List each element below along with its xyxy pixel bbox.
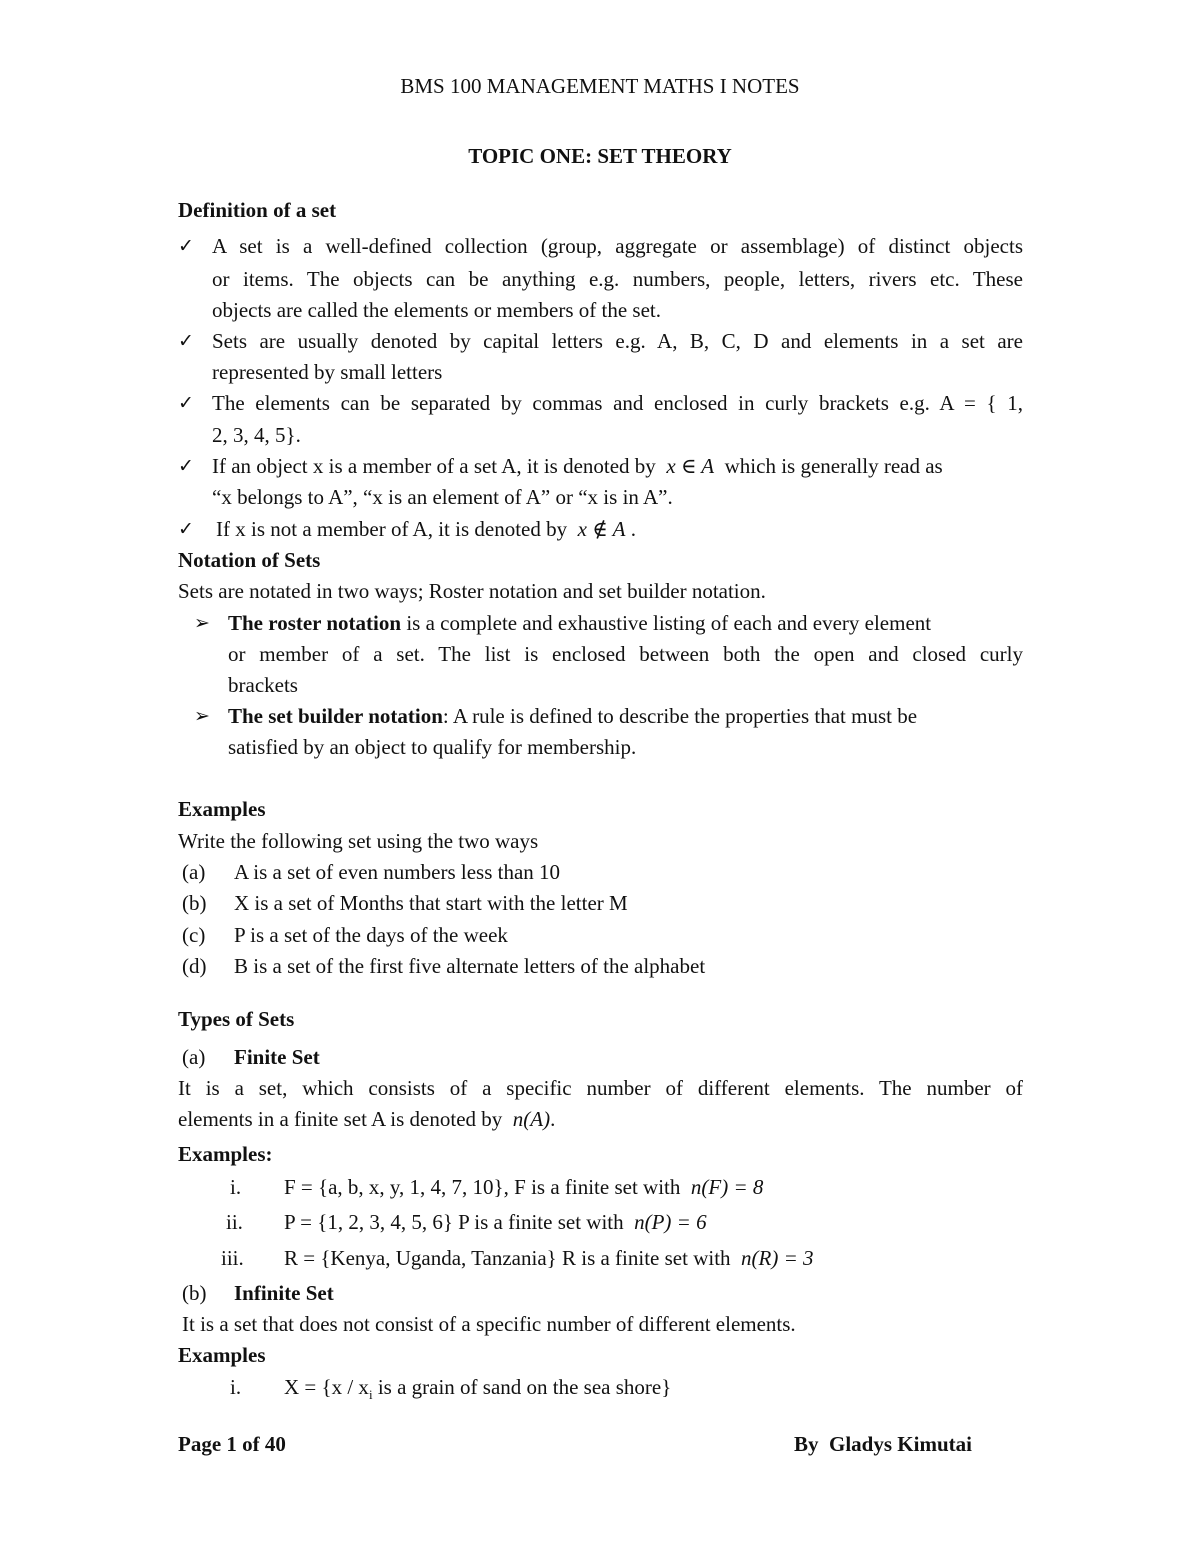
- not-element-of-expression: x ∉ A: [577, 517, 626, 541]
- notation-intro: Sets are notated in two ways; Roster notation and set builder notation.: [178, 579, 766, 603]
- roster-notation-text: is a complete and exhaustive listing of each and every element: [406, 611, 932, 635]
- finite-set-definition-period: .: [550, 1107, 556, 1131]
- finite-set-definition-line-2: [178, 1104, 555, 1135]
- definition-item-4-line-1: [212, 451, 943, 482]
- checkmark-icon: ✓: [178, 330, 194, 352]
- definition-item-5-text-b: .: [630, 517, 636, 541]
- checkmark-icon: ✓: [178, 392, 194, 414]
- set-builder-notation-text: : A rule is defined to describe the properties that must be: [442, 704, 918, 728]
- element-of-expression: x ∈ A: [666, 454, 715, 478]
- infinite-example-1: [284, 1372, 671, 1410]
- examples-heading: Examples: [178, 797, 266, 821]
- example-text-a: A is a set of even numbers less than 10: [234, 860, 561, 884]
- topic-title: TOPIC ONE: SET THEORY: [468, 144, 732, 168]
- infinite-set-label: (b): [182, 1281, 207, 1305]
- definition-item-3-line-2: 2, 3, 4, 5}.: [212, 423, 301, 447]
- notation-item-1-line-2: or member of a set. The list is enclosed between both the open and closed curly: [228, 642, 1023, 666]
- example-label-c: (c): [182, 923, 206, 947]
- example-label-d: (d): [182, 954, 207, 978]
- notation-item-1-line-3: brackets: [228, 673, 298, 697]
- definition-item-4-line-2: “x belongs to A”, “x is an element of A” or “x is in A”.: [212, 485, 673, 509]
- definition-heading: Definition of a set: [178, 198, 337, 222]
- checkmark-icon: ✓: [178, 235, 194, 257]
- infinite-example-1-text-b: is a grain of sand on the sea shore}: [372, 1375, 672, 1399]
- definition-item-4-text-a: If an object x is a member of a set A, it is denoted by: [212, 454, 656, 478]
- document-header-title: BMS 100 MANAGEMENT MATHS I NOTES: [400, 74, 800, 98]
- definition-item-5-line-1: [216, 514, 636, 545]
- set-builder-notation-term: The set builder notation: [228, 704, 443, 728]
- definition-item-4-text-b: which is generally read as: [724, 454, 943, 478]
- finite-set-definition-text: elements in a finite set A is denoted by: [178, 1107, 503, 1131]
- finite-example-1: [284, 1172, 763, 1203]
- finite-set-definition-line-1: It is a set, which consists of a specific number of different elements. The number of: [178, 1076, 1023, 1100]
- notation-heading: Notation of Sets: [178, 548, 321, 572]
- infinite-example-1-subscript: i: [368, 1387, 373, 1403]
- example-label-b: (b): [182, 891, 207, 915]
- finite-example-3-math: n(R) = 3: [741, 1246, 814, 1270]
- examples-intro: Write the following set using the two ways: [178, 829, 539, 853]
- arrow-bullet-icon: ➢: [194, 705, 210, 727]
- example-label-a: (a): [182, 860, 206, 884]
- definition-item-1-line-1: A set is a well-defined collection (group, aggregate or assemblage) of distinct objects: [212, 234, 1023, 258]
- checkmark-icon: ✓: [178, 518, 194, 540]
- definition-item-2-line-1: Sets are usually denoted by capital letters e.g. A, B, C, D and elements in a set are: [212, 329, 1023, 353]
- finite-example-2-text: P = {1, 2, 3, 4, 5, 6} P is a finite set with: [284, 1210, 624, 1234]
- definition-item-3-line-1: The elements can be separated by commas and enclosed in curly brackets e.g. A = { 1,: [212, 391, 1023, 415]
- arrow-bullet-icon: ➢: [194, 612, 210, 634]
- example-text-d: B is a set of the first five alternate letters of the alphabet: [234, 954, 706, 978]
- example-text-b: X is a set of Months that start with the letter M: [234, 891, 628, 915]
- types-heading: Types of Sets: [178, 1007, 295, 1031]
- notation-item-2-line-2: satisfied by an object to qualify for membership.: [228, 735, 637, 759]
- finite-example-1-text: F = {a, b, x, y, 1, 4, 7, 10}, F is a finite set with: [284, 1175, 681, 1199]
- footer-author: By Gladys Kimutai: [794, 1432, 972, 1456]
- example-text-c: P is a set of the days of the week: [234, 923, 508, 947]
- definition-item-1-line-2: or items. The objects can be anything e.g. numbers, people, letters, rivers etc. These: [212, 267, 1023, 291]
- finite-example-1-math: n(F) = 8: [690, 1175, 764, 1199]
- finite-example-3-number: iii.: [221, 1246, 244, 1270]
- finite-example-3-text: R = {Kenya, Uganda, Tanzania} R is a finite set with: [284, 1246, 731, 1270]
- infinite-set-definition: It is a set that does not consist of a specific number of different elements.: [182, 1312, 796, 1336]
- definition-item-2-line-2: represented by small letters: [212, 360, 443, 384]
- finite-example-3: [284, 1243, 814, 1274]
- infinite-example-1-text-a: X = {x / x: [284, 1375, 369, 1399]
- notation-item-1-line-1: [228, 608, 1023, 639]
- infinite-examples-heading: Examples: [178, 1343, 266, 1367]
- checkmark-icon: ✓: [178, 455, 194, 477]
- infinite-set-title: Infinite Set: [234, 1281, 334, 1305]
- finite-example-1-number: i.: [230, 1175, 242, 1199]
- definition-item-5-text-a: If x is not a member of A, it is denoted by: [216, 517, 568, 541]
- definition-item-1-line-3: objects are called the elements or members of the set.: [212, 298, 661, 322]
- finite-example-2-number: ii.: [226, 1210, 243, 1234]
- infinite-example-1-number: i.: [230, 1375, 242, 1399]
- footer-page-number: Page 1 of 40: [178, 1432, 286, 1456]
- finite-examples-heading: Examples:: [178, 1142, 273, 1166]
- cardinality-expression: n(A): [512, 1107, 551, 1131]
- finite-example-2: [284, 1207, 707, 1238]
- finite-set-label: (a): [182, 1045, 206, 1069]
- finite-example-2-math: n(P) = 6: [634, 1210, 707, 1234]
- notation-item-2-line-1: [228, 701, 1023, 732]
- finite-set-title: Finite Set: [234, 1045, 320, 1069]
- roster-notation-term: The roster notation: [228, 611, 402, 635]
